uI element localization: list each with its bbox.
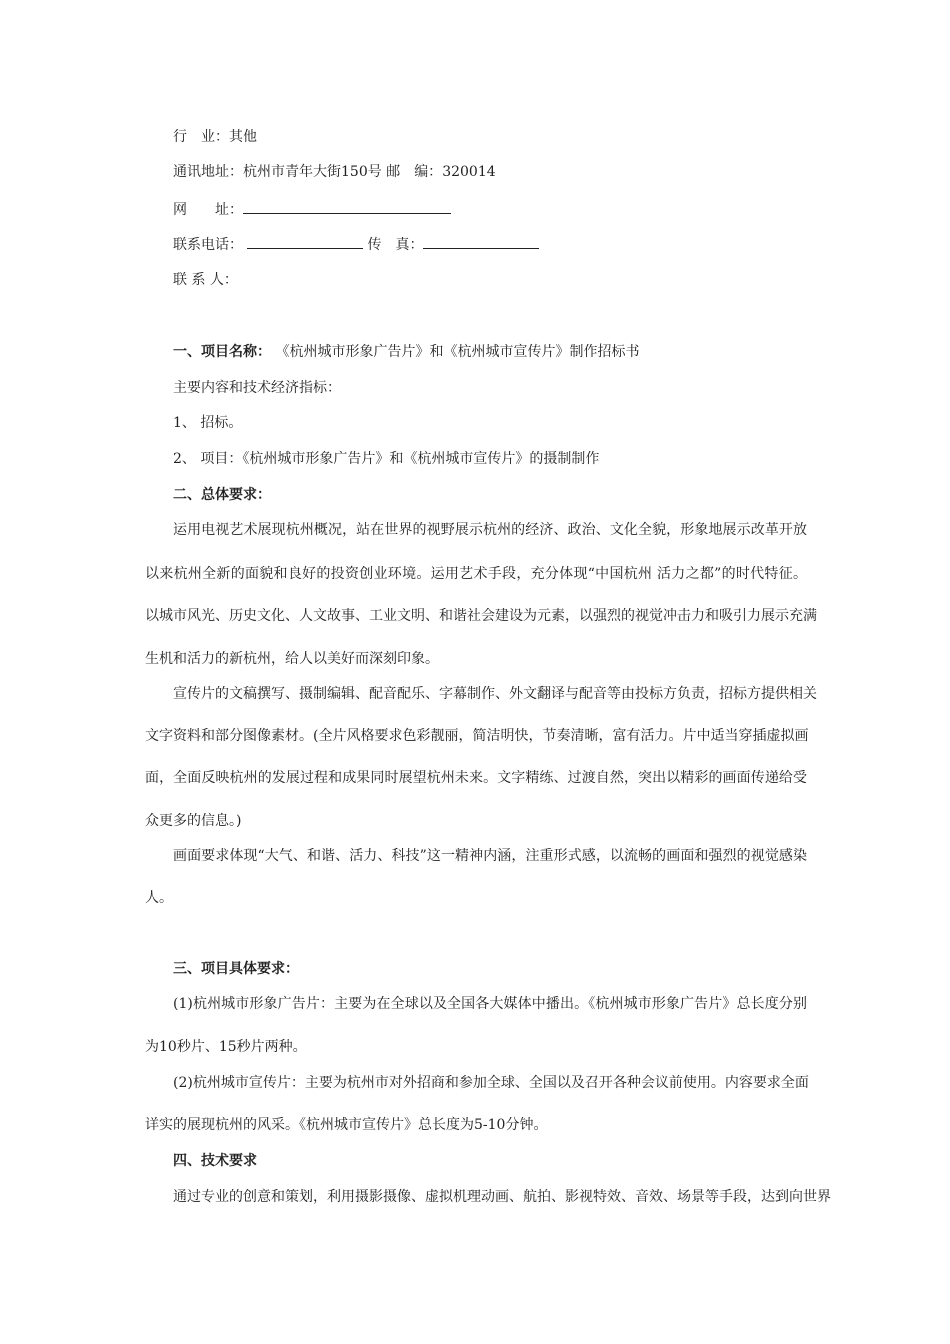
section4-paragraph1-line1: 通过专业的创意和策划，利用摄影摄像、虚拟机理动画、航拍、影视特效、音效、场景等手段，达到向世界 <box>173 1189 831 1205</box>
section1-title-text: 《杭州城市形象广告片》和《杭州城市宣传片》制作招标书 <box>275 344 640 360</box>
website-label-suffix: 址： <box>215 202 243 218</box>
section2-paragraph2-line1: 宣传片的文稿撰写、摄制编辑、配音配乐、字幕制作、外文翻译与配音等由投标方负责，招标方提供相关 <box>173 686 817 702</box>
section2-paragraph2-line2: 文字资料和部分图像素材。(全片风格要求色彩靓丽，简洁明快，节奏清晰，富有活力。片中适当穿插虚拟画 <box>145 728 809 744</box>
section1-item-2: 2、 项目：《杭州城市形象广告片》和《杭州城市宣传片》的摄制制作 <box>173 451 600 467</box>
section2-paragraph1-line1: 运用电视艺术展现杭州概况，站在世界的视野展示杭州的经济、政治、文化全貌，形象地展示改革开放 <box>173 522 807 538</box>
industry-line <box>173 128 257 146</box>
section2-paragraph1-line4: 生机和活力的新杭州，给人以美好而深刻印象。 <box>145 651 439 667</box>
section2-paragraph2-line3: 面，全面反映杭州的发展过程和成果同时展望杭州未来。文字精练、过渡自然，突出以精彩的画面传递给受 <box>145 770 807 786</box>
section3-paragraph2-line2: 详实的展现杭州的风采。《杭州城市宣传片》总长度为5-10分钟。 <box>145 1117 548 1133</box>
phone-fax-line <box>173 234 539 254</box>
section2-paragraph3-line2: 人。 <box>145 890 173 906</box>
phone-label: 联系电话： <box>173 237 243 253</box>
section1-heading: 一、项目名称： <box>173 344 271 360</box>
section3-heading: 三、项目具体要求： <box>173 961 299 977</box>
section2-heading: 二、总体要求： <box>173 487 271 503</box>
postcode-label: 邮 <box>386 164 401 180</box>
industry-label: 行 <box>173 129 187 145</box>
section1-main-content: 主要内容和技术经济指标： <box>173 380 341 396</box>
section2-paragraph1-line2: 以来杭州全新的面貌和良好的投资创业环境。运用艺术手段，充分体现“中国杭州 活力之都”的时代特征。 <box>145 566 807 582</box>
section3-paragraph1-line1: (1)杭州城市形象广告片：主要为在全球以及全国各大媒体中播出。《杭州城市形象广告片》总长度分别 <box>173 996 807 1012</box>
section1-item-1: 1、 招标。 <box>173 415 243 431</box>
fax-blank <box>423 234 539 249</box>
address-label: 通讯地址： <box>173 164 243 180</box>
industry-label-suffix: 业： <box>201 129 229 145</box>
section3-paragraph1-line2: 为10秒片、15秒片两种。 <box>145 1039 307 1055</box>
section3-paragraph2-line1: (2)杭州城市宣传片：主要为杭州市对外招商和参加全球、全国以及召开各种会议前使用。内容要求全面 <box>173 1075 809 1091</box>
address-line <box>173 163 496 181</box>
industry-value: 其他 <box>229 129 257 145</box>
address-value: 杭州市青年大街150号 <box>243 164 382 180</box>
section1-title-line <box>173 343 639 361</box>
section4-heading: 四、技术要求 <box>173 1153 257 1169</box>
contact-person-line <box>173 271 238 289</box>
section2-paragraph3-line1: 画面要求体现“大气、和谐、活力、科技”这一精神内涵，注重形式感，以流畅的画面和强烈的视觉感染 <box>173 848 807 864</box>
section2-paragraph1-line3: 以城市风光、历史文化、人文故事、工业文明、和谐社会建设为元素，以强烈的视觉冲击力和吸引力展示充满 <box>145 608 817 624</box>
contact-person-label: 联 系 人： <box>173 272 238 288</box>
website-label: 网 <box>173 202 187 218</box>
phone-blank <box>247 234 363 249</box>
website-line <box>173 199 451 219</box>
fax-label-suffix: 真： <box>395 237 424 253</box>
postcode-label-suffix: 编： <box>414 164 443 180</box>
section2-paragraph2-line4: 众更多的信息。) <box>145 813 242 829</box>
fax-label: 传 <box>367 237 382 253</box>
website-blank <box>243 199 451 214</box>
postcode-value: 320014 <box>442 164 496 180</box>
